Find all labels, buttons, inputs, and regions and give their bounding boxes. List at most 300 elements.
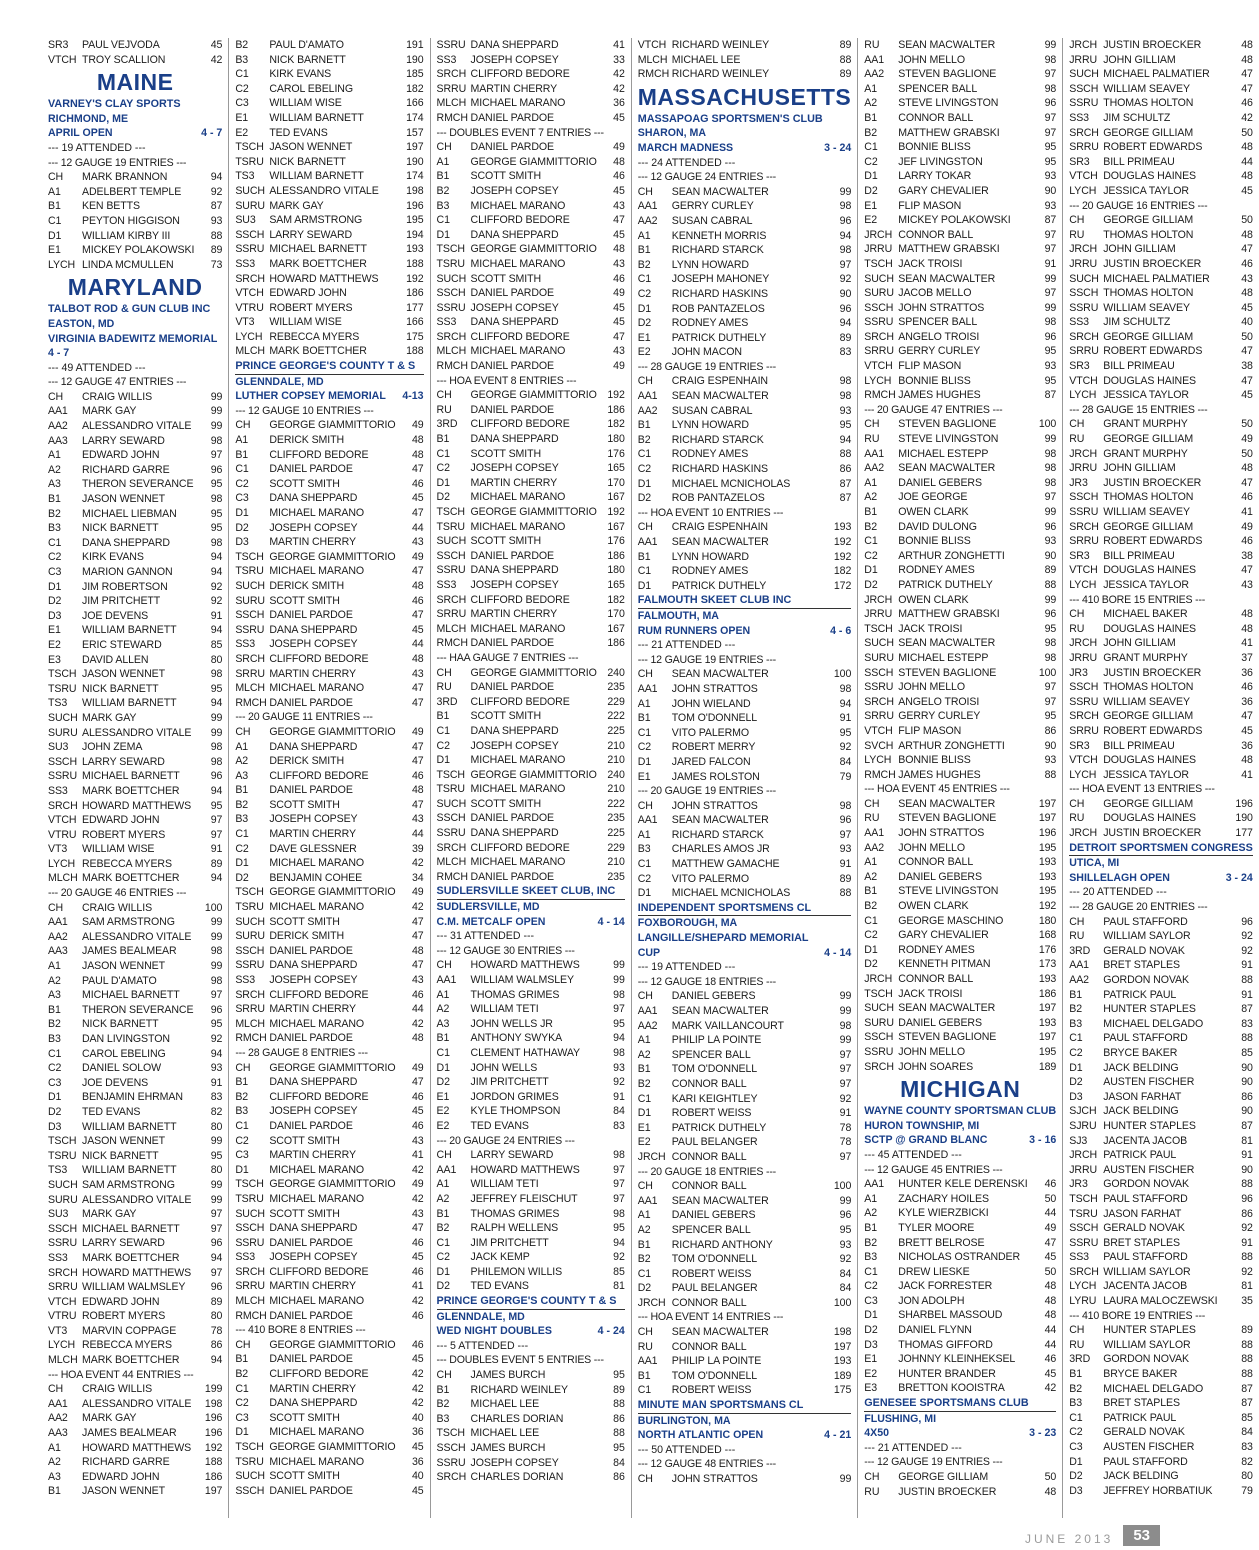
score: 47	[411, 682, 424, 695]
event-header: --- 20 GAUGE 16 ENTRIES ---	[1069, 199, 1208, 212]
class-code: SSCH	[864, 301, 894, 314]
score: 185	[406, 68, 424, 81]
class-code: CH	[1069, 915, 1085, 928]
score: 46	[1241, 535, 1253, 548]
class-code: B3	[1069, 1397, 1082, 1410]
club-name: MINUTE MAN SPORTSMANS CL	[638, 1398, 852, 1414]
shooter-name: WILLIAM KIRBY III	[82, 229, 171, 242]
score: 97	[1044, 681, 1057, 694]
class-code: RMCH	[864, 768, 896, 781]
result-row	[864, 1352, 1056, 1367]
score: 192	[406, 272, 424, 285]
result-row	[235, 1236, 423, 1251]
score: 99	[839, 990, 852, 1003]
class-code: LYCH	[864, 754, 892, 767]
class-code: D2	[235, 871, 249, 884]
result-row	[1069, 578, 1253, 593]
shooter-name: ROBERT MERRY	[671, 741, 756, 754]
shooter-name: NICK BARNETT	[82, 1018, 159, 1031]
shooter-name: ALESSANDRO VITALE	[269, 184, 379, 197]
score: 87	[1241, 1003, 1253, 1016]
shooter-name: DANIEL PARDOE	[470, 403, 555, 416]
class-code: SSRU	[48, 1237, 78, 1250]
score: 97	[210, 1266, 223, 1279]
score: 92	[1241, 1265, 1253, 1278]
result-row	[437, 476, 625, 491]
class-code: VTCH	[1069, 374, 1098, 387]
score: 86	[1241, 1090, 1253, 1103]
shoot-date: 4 - 14	[597, 915, 625, 928]
shooter-name: JUSTIN BROECKER	[1103, 257, 1202, 270]
shooter-name: DANIEL GEBERS	[671, 1209, 756, 1222]
score: 44	[1044, 1207, 1057, 1220]
class-code: SRRU	[436, 82, 467, 95]
shooter-name: DANIEL FLYNN	[898, 1324, 972, 1337]
shooter-name: CAROL EBELING	[82, 1047, 166, 1060]
shooter-name: JASON WENNET	[82, 1485, 165, 1498]
score: 94	[210, 171, 223, 184]
score: 240	[607, 768, 625, 781]
class-code: D1	[637, 302, 652, 315]
score: 96	[839, 1209, 852, 1222]
score: 90	[1044, 184, 1057, 197]
shooter-name: PAUL BELANGER	[671, 1136, 758, 1149]
class-code: CH	[637, 521, 653, 534]
class-code: D2	[864, 1324, 878, 1337]
class-code: B1	[637, 1238, 651, 1251]
shooter-name: BILL PRIMEAU	[1103, 549, 1175, 562]
result-row	[638, 1238, 852, 1253]
result-row	[864, 972, 1056, 987]
result-row	[1069, 344, 1253, 359]
score: 94	[210, 1354, 223, 1367]
class-code: C1	[235, 1119, 249, 1132]
shooter-name: OWEN CLARK	[898, 900, 969, 913]
score: 45	[613, 301, 625, 314]
score: 176	[1038, 943, 1057, 956]
result-row	[1069, 82, 1253, 97]
score: 190	[1235, 812, 1253, 825]
score: 92	[1241, 930, 1253, 943]
shooter-name: JESSICA TAYLOR	[1103, 389, 1189, 402]
score: 193	[406, 243, 424, 256]
shooter-name: ROBERT EDWARDS	[1103, 141, 1203, 154]
shooter-name: LYNN HOWARD	[671, 258, 749, 271]
class-code: AA2	[864, 841, 884, 854]
score: 99	[210, 420, 223, 433]
class-code: C1	[235, 828, 249, 841]
result-row	[48, 1382, 222, 1397]
score: 37	[1241, 651, 1253, 664]
score: 98	[1044, 53, 1057, 66]
result-row	[864, 126, 1056, 141]
score: 46	[1044, 1353, 1057, 1366]
class-code: D1	[637, 1107, 652, 1120]
class-code: B1	[436, 1207, 450, 1220]
class-code: VT3	[48, 843, 68, 856]
score: 167	[607, 520, 625, 533]
class-code: B3	[235, 53, 249, 66]
result-row	[48, 828, 222, 843]
result-row	[1069, 1177, 1253, 1192]
score: 91	[839, 712, 852, 725]
result-row	[638, 345, 852, 360]
result-row	[235, 1221, 423, 1236]
class-code: A1	[48, 185, 61, 198]
score: 84	[839, 1267, 852, 1280]
score: 97	[1044, 68, 1057, 81]
shooter-name: GERALD NOVAK	[1103, 944, 1185, 957]
result-row	[437, 1075, 625, 1090]
score: 92	[1241, 944, 1253, 957]
class-code: TSRU	[48, 1149, 77, 1162]
score: 93	[210, 1062, 223, 1075]
shooter-name: ALESSANDRO VITALE	[82, 726, 192, 739]
score: 50	[1241, 418, 1253, 431]
shooter-name: DOUGLAS HAINES	[1103, 170, 1197, 183]
result-row	[235, 213, 423, 228]
result-row	[1069, 929, 1253, 944]
score: 47	[411, 565, 424, 578]
class-code: C1	[436, 214, 450, 227]
result-row	[864, 330, 1056, 345]
result-row	[48, 507, 222, 522]
shooter-name: BONNIE BLISS	[898, 535, 971, 548]
shooter-name: JAMES BEALMEAR	[82, 1427, 177, 1440]
results-column	[228, 38, 429, 1518]
score: 235	[607, 681, 625, 694]
score: 45	[411, 1251, 424, 1264]
class-code: CH	[48, 1383, 64, 1396]
class-code: JRCH	[1069, 827, 1098, 840]
class-code: TSCH	[235, 1178, 264, 1191]
result-row	[48, 740, 222, 755]
score: 45	[411, 623, 424, 636]
result-row	[437, 973, 625, 988]
result-row	[864, 1060, 1056, 1075]
score: 78	[210, 1324, 223, 1337]
score: 100	[1038, 418, 1057, 431]
result-row	[1069, 607, 1253, 622]
shooter-name: SAM ARMSTRONG	[82, 1178, 175, 1191]
score: 100	[1038, 666, 1057, 679]
class-code: VTCH	[48, 53, 77, 66]
shooter-name: DANIEL PARDOE	[470, 549, 555, 562]
class-code: SSCH	[436, 549, 466, 562]
result-row	[864, 636, 1056, 651]
class-code: SSRU	[436, 301, 466, 314]
result-row	[437, 520, 625, 535]
shooter-name: JASON FARHAT	[1103, 1207, 1182, 1220]
result-row	[48, 1222, 222, 1237]
result-row	[48, 1090, 222, 1105]
score: 210	[607, 783, 625, 796]
score: 186	[204, 1470, 223, 1483]
result-row	[48, 521, 222, 536]
score: 89	[1044, 564, 1057, 577]
event-header: --- 20 GAUGE 46 ENTRIES ---	[48, 887, 187, 900]
shooter-name: SEAN MACWALTER	[671, 536, 769, 548]
score: 42	[411, 1017, 424, 1030]
shooter-name: DANIEL PARDOE	[470, 681, 555, 694]
shooter-name: MICHAEL BARNETT	[82, 770, 180, 783]
score: 94	[210, 566, 223, 578]
class-code: SRCH	[436, 1471, 467, 1484]
class-code: C2	[864, 1280, 878, 1293]
shooter-name: RALPH WELLENS	[470, 1222, 559, 1235]
page-number: 53	[1123, 1525, 1160, 1546]
result-row	[1069, 1061, 1253, 1076]
class-code: B2	[235, 1090, 249, 1103]
result-row	[437, 111, 625, 126]
result-row	[1069, 301, 1253, 316]
class-code: SURU	[48, 1193, 78, 1206]
shooter-name: PAUL BELANGER	[671, 1282, 758, 1295]
class-code: RU	[864, 39, 880, 51]
result-row	[864, 534, 1056, 549]
result-row	[48, 784, 222, 799]
shooter-name: MICHAEL MARANO	[470, 622, 566, 635]
shoot-name: C.M. METCALF OPEN	[436, 915, 546, 928]
score: 40	[411, 1470, 424, 1483]
shooter-name: GEORGE GIAMMITTORIO	[470, 666, 597, 679]
shooter-name: STEVEN BAGLIONE	[898, 812, 997, 825]
class-code: TSCH	[235, 550, 264, 563]
shooter-name: DANA SHEPPARD	[269, 740, 358, 753]
result-row	[235, 1017, 423, 1032]
score: 47	[1044, 1236, 1057, 1249]
score: 79	[839, 770, 852, 783]
score: 94	[210, 872, 223, 885]
class-code: SU3	[48, 741, 69, 754]
shooter-name: WILLIAM SAYLOR	[1103, 1265, 1191, 1278]
shooter-name: CLIFFORD BEDORE	[269, 769, 369, 782]
shooter-name: SEAN MACWALTER	[898, 1002, 996, 1015]
score: 193	[1038, 856, 1057, 869]
result-row	[1069, 461, 1253, 476]
class-code: SURU	[864, 651, 894, 664]
class-code: SSCH	[864, 1031, 894, 1044]
result-row	[437, 228, 625, 243]
class-code: E2	[436, 1105, 450, 1118]
shooter-name: SEAN MACWALTER	[671, 185, 769, 198]
result-row	[437, 534, 625, 549]
score: 87	[839, 477, 852, 490]
result-row	[48, 1353, 222, 1368]
result-row	[235, 812, 423, 827]
shooter-name: ANGELO TROISI	[898, 695, 980, 708]
shooter-name: AUSTEN FISCHER	[1103, 1441, 1195, 1453]
score: 98	[839, 682, 852, 695]
score: 87	[1241, 1382, 1253, 1395]
class-code: AA1	[637, 200, 658, 213]
score: 46	[1241, 681, 1253, 694]
class-code: C3	[48, 566, 62, 578]
shooter-name: BILL PRIMEAU	[1103, 360, 1175, 373]
class-code: MLCH	[235, 1295, 265, 1308]
score: 36	[613, 97, 625, 110]
shooter-name: HOWARD MATTHEWS	[82, 1441, 192, 1454]
shooter-name: BRETT BELROSE	[898, 1236, 985, 1249]
result-row	[638, 770, 852, 785]
score: 81	[1241, 1280, 1253, 1293]
shoot-date: 4 - 24	[597, 1325, 625, 1338]
result-row	[235, 257, 423, 272]
club-name: PRINCE GEORGE'S COUNTY T & S	[437, 1294, 625, 1310]
score: 48	[411, 652, 424, 665]
shooter-name: JACK TROISI	[898, 257, 963, 270]
class-code: C3	[235, 97, 249, 110]
shooter-name: DANIEL PARDOE	[269, 1032, 353, 1045]
score: 49	[411, 886, 424, 899]
class-code: SSCH	[1069, 287, 1099, 300]
score: 225	[607, 724, 625, 737]
result-row	[437, 709, 625, 724]
score: 87	[1044, 389, 1057, 402]
class-code: B2	[637, 258, 651, 271]
result-row	[48, 696, 222, 711]
class-code: CH	[637, 990, 653, 1003]
shooter-name: TED EVANS	[269, 126, 328, 139]
score: 83	[1241, 1441, 1253, 1453]
result-row	[864, 432, 1056, 447]
score: 86	[613, 1412, 625, 1425]
shooter-name: MICHAEL LEE	[470, 1398, 540, 1411]
shooter-name: JOHN MELLO	[898, 841, 965, 854]
score: 45	[1044, 1367, 1057, 1380]
result-row	[638, 1019, 852, 1034]
class-code: C2	[864, 929, 878, 942]
score: 44	[411, 828, 424, 841]
shooter-name: ROBERT MYERS	[82, 1310, 166, 1323]
shooter-name: DANIEL PARDOE	[269, 463, 353, 476]
score: 44	[411, 1003, 424, 1016]
class-code: D2	[1069, 1470, 1083, 1483]
result-row	[235, 1367, 423, 1382]
class-code: C3	[235, 1411, 249, 1424]
shooter-name: MARK GAY	[82, 1412, 137, 1425]
result-row	[48, 1207, 222, 1222]
result-row	[235, 1382, 423, 1397]
class-code: VTCH	[1069, 564, 1098, 577]
shooter-name: GRANT MURPHY	[1103, 447, 1188, 460]
result-row	[864, 374, 1056, 389]
score: 50	[1241, 126, 1253, 139]
shooter-name: MICHAEL MARANO	[470, 783, 566, 796]
class-code: TSRU	[235, 901, 264, 914]
result-row	[437, 1412, 625, 1427]
class-code: SSRU	[436, 1456, 466, 1469]
result-row	[864, 855, 1056, 870]
score: 50	[1044, 1471, 1057, 1483]
result-row	[1069, 709, 1253, 724]
shooter-name: JOHN STRATTOS	[898, 827, 985, 840]
score: 95	[210, 1018, 223, 1031]
score: 38	[1241, 360, 1253, 373]
shooter-name: RICHARD WEINLEY	[671, 39, 770, 51]
class-code: TSCH	[864, 622, 893, 635]
score: 46	[411, 1119, 424, 1132]
result-row	[864, 1030, 1056, 1045]
score: 98	[210, 945, 223, 958]
event-header: --- HOA EVENT 10 ENTRIES ---	[637, 506, 784, 519]
class-code: CH	[637, 375, 653, 388]
shooter-name: JASON WENNET	[82, 668, 165, 681]
result-row	[48, 1178, 222, 1193]
result-row	[437, 1177, 625, 1192]
class-code: E2	[235, 126, 249, 139]
result-row	[1069, 1294, 1253, 1309]
result-row	[437, 257, 625, 272]
score: 89	[210, 244, 223, 257]
shooter-name: WILLIAM WISE	[82, 843, 155, 856]
score: 167	[607, 622, 625, 635]
result-row	[437, 1061, 625, 1076]
score: 47	[411, 696, 424, 709]
shooter-name: JAMES HUGHES	[898, 389, 981, 402]
class-code: C1	[235, 1382, 249, 1395]
score: 45	[613, 111, 625, 124]
result-row	[638, 1179, 852, 1194]
class-code: SUCH	[864, 1002, 894, 1015]
result-row	[235, 330, 423, 345]
class-code: B1	[235, 784, 249, 797]
result-row	[437, 1236, 625, 1251]
result-row	[638, 1472, 852, 1487]
score: 98	[839, 799, 852, 812]
result-row	[864, 461, 1056, 476]
score: 93	[1044, 199, 1057, 212]
class-code: RU	[1069, 812, 1085, 825]
score: 43	[411, 813, 424, 826]
result-row	[48, 1251, 222, 1266]
class-code: E1	[48, 624, 61, 637]
score: 80	[1241, 1470, 1253, 1483]
result-row	[48, 1470, 222, 1485]
class-code: 3RD	[1069, 1353, 1091, 1366]
class-code: AA3	[48, 1427, 68, 1440]
shooter-name: THOMAS GIFFORD	[898, 1338, 993, 1351]
shooter-name: TOM O'DONNELL	[671, 1253, 758, 1266]
shooter-name: FLIP MASON	[898, 199, 962, 212]
result-row	[864, 695, 1056, 710]
score: 49	[411, 725, 424, 738]
class-code: LYCH	[1069, 768, 1097, 781]
result-row	[437, 184, 625, 199]
score: 88	[1241, 1353, 1253, 1366]
shooter-name: WILLIAM SAYLOR	[1103, 1338, 1191, 1351]
shooter-name: PAUL STAFFORD	[1103, 1251, 1188, 1264]
class-code: JRRU	[1069, 53, 1098, 66]
result-row	[864, 593, 1056, 608]
class-code: B1	[637, 550, 651, 563]
class-code: SUCH	[48, 711, 78, 724]
result-row	[638, 520, 852, 535]
class-code: C1	[864, 141, 878, 154]
shooter-name: JIM SCHULTZ	[1103, 111, 1171, 124]
shooter-name: JOHN WELLS JR	[470, 1017, 553, 1030]
shooter-name: HOWARD MATTHEWS	[470, 1163, 580, 1176]
result-row	[864, 1367, 1056, 1382]
result-row	[864, 1279, 1056, 1294]
score: 49	[1241, 520, 1253, 533]
score: 192	[833, 536, 852, 548]
result-row	[437, 549, 625, 564]
club-location: UTICA, MI	[1069, 857, 1120, 870]
class-code: C2	[864, 549, 878, 562]
result-row	[1069, 1367, 1253, 1382]
result-row	[864, 286, 1056, 301]
